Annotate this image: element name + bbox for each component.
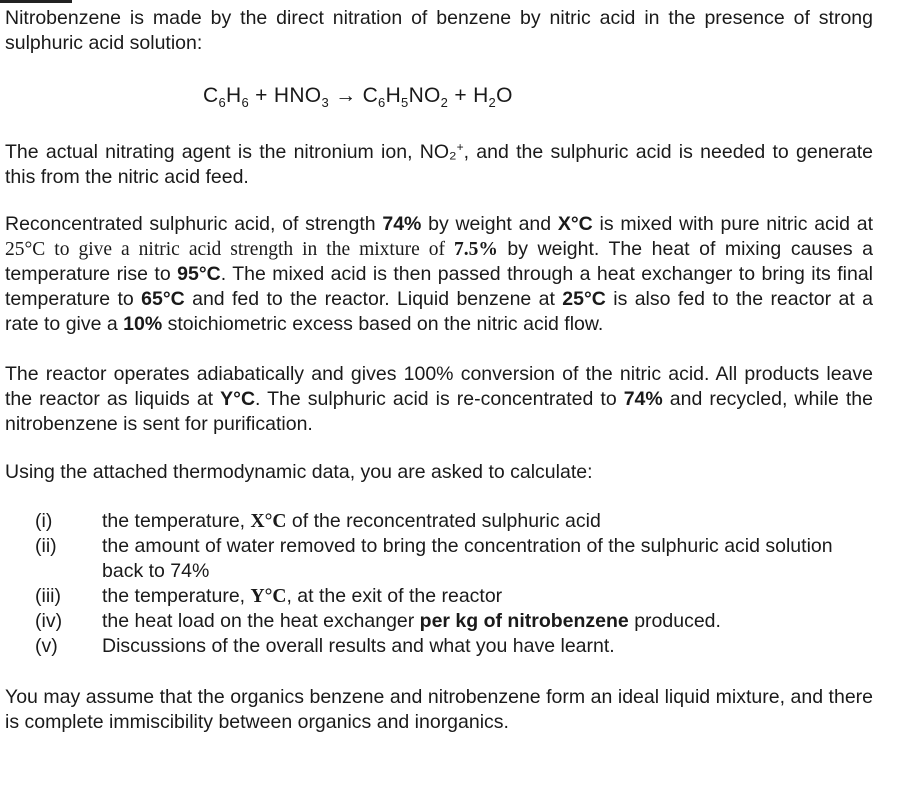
task-intro: Using the attached thermodynamic data, you are asked to calculate:	[5, 461, 593, 483]
reaction-arrow: →	[335, 84, 357, 107]
nitric-acid-formula: $HNO_3$	[273, 84, 329, 110]
list-item: (iv) the heat load on the heat exchanger per kg of nitrobenzene produced.	[35, 610, 721, 632]
nitrating-agent-paragraph: The actual nitrating agent is the nitronium ion, NO₂+, and the sulphuric acid is needed to generate this from the nitric acid feed.	[5, 140, 873, 188]
heading-underline-fragment	[0, 0, 72, 3]
list-item-number: (v)	[35, 635, 58, 657]
list-item-number: (i)	[35, 510, 53, 532]
list-item: (ii) the amount of water removed to bring the concentration of the sulphuric acid solution back to 74%	[35, 535, 833, 582]
list-item-number: (iv)	[35, 610, 63, 632]
list-item-number: (ii)	[35, 535, 57, 557]
water-formula: $H_2O$	[473, 84, 513, 110]
benzene-formula: $C_6H_6$	[203, 84, 249, 110]
list-item-number: (iii)	[35, 585, 61, 607]
plus-sign: +	[454, 84, 467, 107]
plus-sign: +	[255, 84, 268, 107]
feed-conditions-paragraph: Reconcentrated sulphuric acid, of strength 74% by weight and X°C is mixed with pure nitric acid at 25°C to give a nitric acid strength in the mixture of 7.5% by weight. The heat of mixing causes a temperature rise to 95°C. The mixed acid is then passed through a heat exchanger to bring its final temperature to 65°C and fed to the reactor. Liquid benzene at 25°C is also fed to the reactor at a rate to give a 10% stoichiometric excess based on the nitric acid flow.	[5, 213, 873, 335]
intro-text: Nitrobenzene is made by the direct nitration of benzene by nitric acid in the presence of strong sulphuric acid solution:	[5, 7, 873, 54]
reactor-paragraph: The reactor operates adiabatically and gives 100% conversion of the nitric acid. All products leave the reactor as liquids at Y°C. The sulphuric acid is re-concentrated to 74% and recycled, while the nitrobenzene is sent for purification.	[5, 363, 873, 435]
nitrobenzene-formula: $C_6H_5NO_2$	[362, 84, 449, 110]
list-item: (v) Discussions of the overall results and what you have learnt.	[35, 635, 615, 657]
list-item: (iii) the temperature, Y°C, at the exit of the reactor	[35, 585, 503, 607]
list-item: (i) the temperature, X°C of the reconcentrated sulphuric acid	[35, 510, 601, 532]
nitration-equation	[203, 83, 513, 108]
task-list	[35, 509, 875, 659]
intro-paragraph	[5, 6, 873, 56]
assumption-paragraph: You may assume that the organics benzene and nitrobenzene form an ideal liquid mixture, and there is complete immiscibility between organics and inorganics.	[5, 686, 873, 733]
